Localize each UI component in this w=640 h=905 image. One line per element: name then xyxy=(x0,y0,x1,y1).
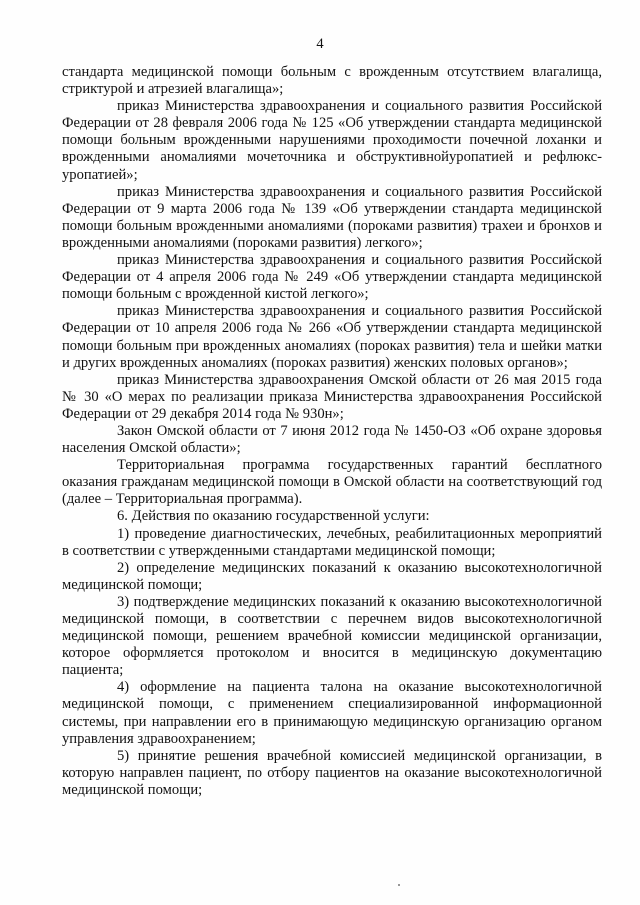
paragraph-continuation: стандарта медицинской помощи больным с врожденным отсутствием влагалища, стриктурой и атрезией влагалища»; xyxy=(62,64,602,98)
list-item-4: 4) оформление на пациента талона на оказание высокотехнологичной медицинской помощи, с применением специализированной информационной системы, при направлении его в принимающую медицинскую организацию органом управления здравоохранением; xyxy=(62,679,602,747)
paragraph-territorial-program: Территориальная программа государственных гарантий бесплатного оказания гражданам медицинской помощи в Омской области на соответствующий год (далее – Территориальная программа). xyxy=(62,457,602,508)
paragraph-order-249: приказ Министерства здравоохранения и социального развития Российской Федерации от 4 апреля 2006 года № 249 «Об утверждении стандарта медицинской помощи больным с врожденной кистой легкого»; xyxy=(62,252,602,303)
paragraph-law-1450: Закон Омской области от 7 июня 2012 года № 1450-ОЗ «Об охране здоровья населения Омской области»; xyxy=(62,422,602,457)
section-6-heading: 6. Действия по оказанию государственной услуги: xyxy=(117,508,430,525)
paragraph-order-266: приказ Министерства здравоохранения и социального развития Российской Федерации от 10 апреля 2006 года № 266 «Об утверждении стандарта медицинской помощи больным при врожденных аномалиях (пороках развития) тела и шейки матки и других врожденных аномалиях (пороках развития) женских половых органов»; xyxy=(62,303,602,371)
scan-dot xyxy=(398,884,400,886)
paragraph-order-125: приказ Министерства здравоохранения и социального развития Российской Федерации от 28 февраля 2006 года № 125 «Об утверждении стандарта медицинской помощи больным врожденными нарушениями проходимости почечной лоханки и врожденными аномалиями мочеточника и обструктивнойуропатией и рефлюкс-уропатией»; xyxy=(62,98,602,183)
document-body xyxy=(62,64,602,799)
list-item-1: 1) проведение диагностических, лечебных, реабилитационных мероприятий в соответствии с утвержденными стандартами медицинской помощи; xyxy=(62,525,602,559)
list-item-2: 2) определение медицинских показаний к оказанию высокотехнологичной медицинской помощи; xyxy=(62,559,602,593)
list-item-5: 5) принятие решения врачебной комиссией медицинской организации, в которую направлен пациент, по отбору пациентов на оказание высокотехнологичной медицинской помощи; xyxy=(62,747,602,798)
list-item-3: 3) подтверждение медицинских показаний к оказанию высокотехнологичной медицинской помощи, в соответствии с перечнем видов высокотехнологичной медицинской помощи, решением врачебной комиссии медицинской организации, которое оформляется протоколом и вносится в медицинскую документацию пациента; xyxy=(62,593,602,679)
paragraph-order-30: приказ Министерства здравоохранения Омской области от 26 мая 2015 года № 30 «О мерах по реализации приказа Министерства здравоохранения Российской Федерации от 29 декабря 2014 года № 930н»; xyxy=(62,371,602,422)
paragraph-order-139: приказ Министерства здравоохранения и социального развития Российской Федерации от 9 марта 2006 года № 139 «Об утверждении стандарта медицинской помощи больным врожденными аномалиями (пороками развития) трахеи и бронхов и врожденными аномалиями (пороками развития) легкого»; xyxy=(62,183,602,251)
page-number: 4 xyxy=(316,36,324,52)
